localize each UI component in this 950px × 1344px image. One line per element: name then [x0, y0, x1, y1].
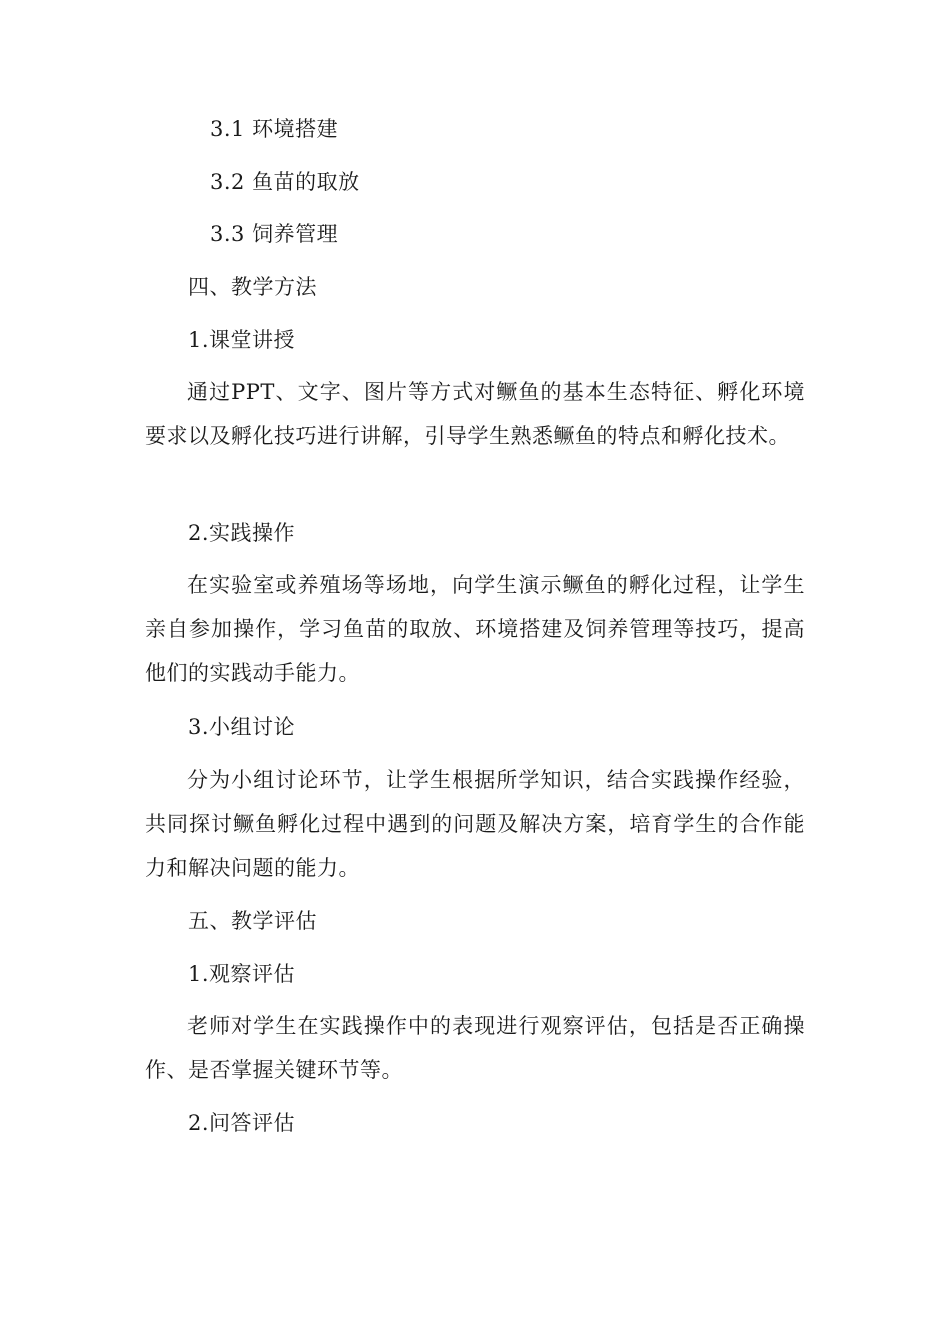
- evaluation-1-title: 1.观察评估: [188, 962, 296, 986]
- method-1-title: 1.课堂讲授: [188, 328, 296, 352]
- section-3-3: 3.3 饲养管理: [210, 222, 339, 246]
- section-3-2: 3.2 鱼苗的取放: [210, 170, 360, 194]
- heading-teaching-evaluation: 五、教学评估: [188, 909, 317, 933]
- method-3-title: 3.小组讨论: [188, 715, 296, 739]
- method-2-title: 2.实践操作: [188, 521, 296, 545]
- evaluation-2-title: 2.问答评估: [188, 1111, 296, 1135]
- method-1-text: 通过PPT、文字、图片等方式对鳜鱼的基本生态特征、孵化环境要求以及孵化技巧进行讲解，引导学生熟悉鳜鱼的特点和孵化技术。: [145, 380, 805, 448]
- method-3-text: 分为小组讨论环节，让学生根据所学知识，结合实践操作经验，共同探讨鳜鱼孵化过程中遇到的问题及解决方案，培育学生的合作能力和解决问题的能力。: [145, 768, 805, 880]
- section-3-1: 3.1 环境搭建: [210, 117, 339, 141]
- heading-teaching-methods: 四、教学方法: [188, 275, 317, 299]
- evaluation-1-text: 老师对学生在实践操作中的表现进行观察评估，包括是否正确操作、是否掌握关键环节等。: [145, 1014, 805, 1082]
- method-2-text: 在实验室或养殖场等场地，向学生演示鳜鱼的孵化过程，让学生亲自参加操作，学习鱼苗的取放、环境搭建及饲养管理等技巧，提高他们的实践动手能力。: [145, 573, 805, 685]
